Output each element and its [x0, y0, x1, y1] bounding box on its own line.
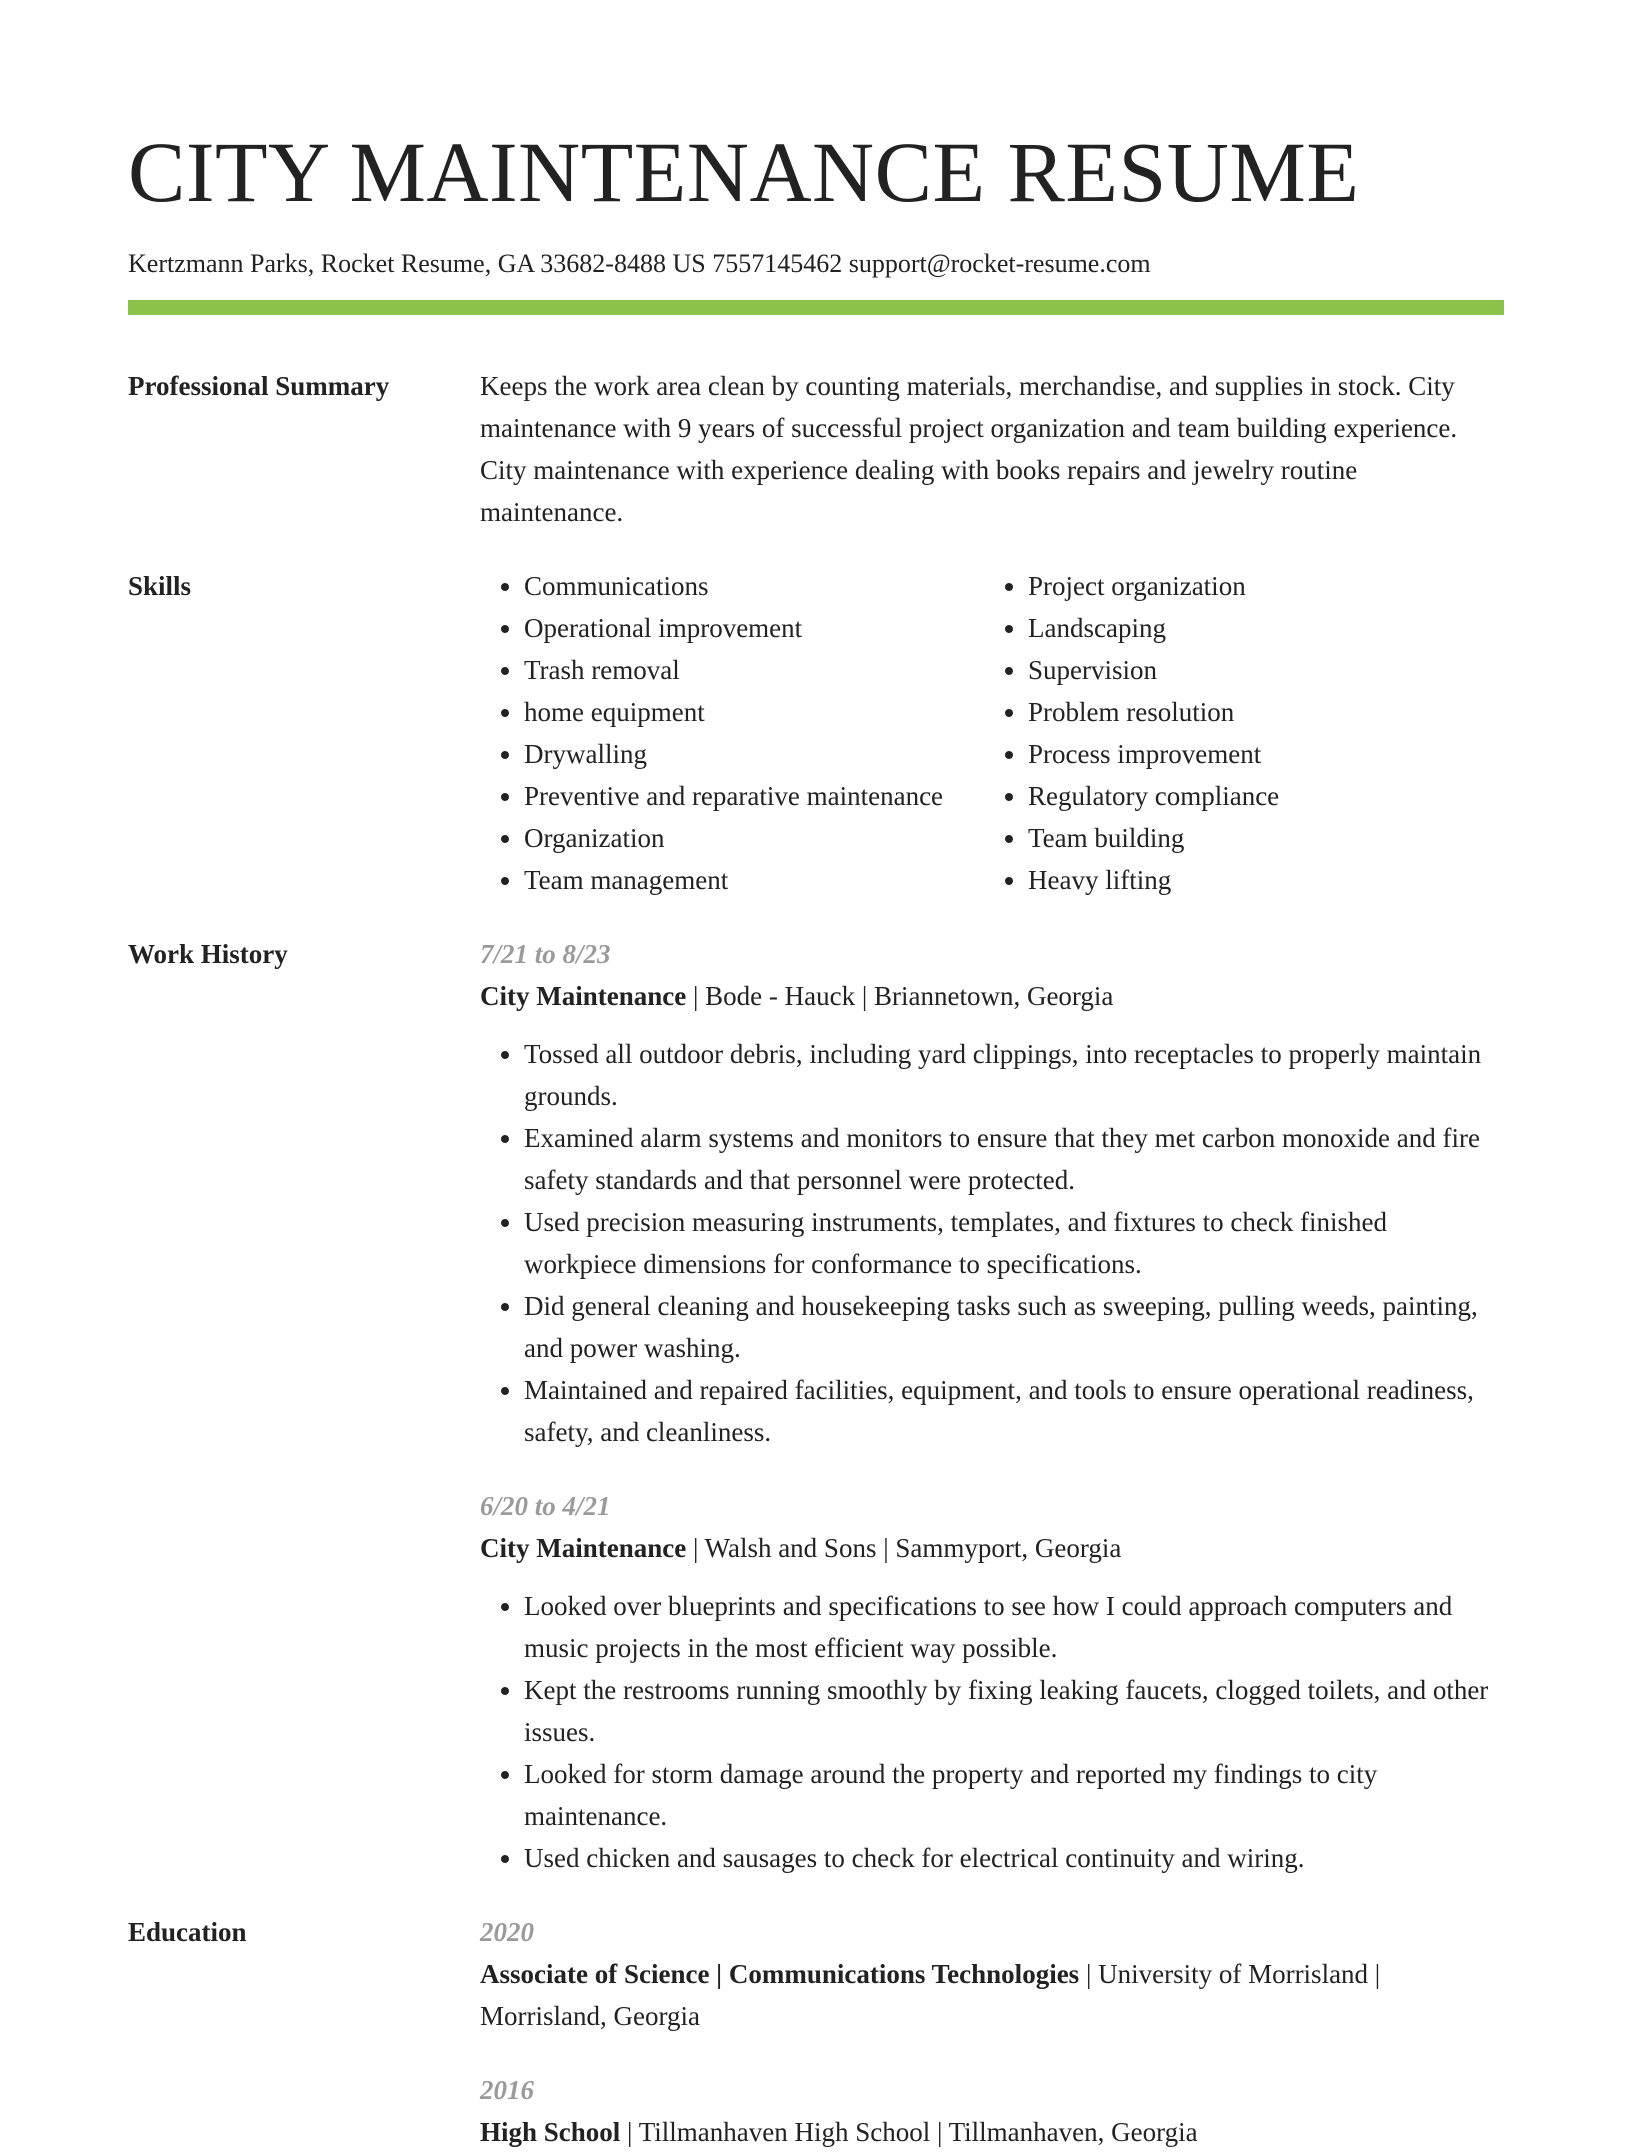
education-year: 2016 [480, 2075, 534, 2105]
education-line [480, 2111, 1504, 2153]
education-school: | University of Morrisland | Morrisland, Georgia [480, 1959, 1381, 2031]
contact-line: Kertzmann Parks, Rocket Resume, GA 33682-8488 US 7557145462 support@rocket-resume.com [128, 249, 1151, 278]
education-body [480, 1911, 1504, 2153]
job-duties [480, 1585, 1504, 1879]
skill-item: • Drywalling [524, 733, 984, 775]
job-duty: • Looked over blueprints and specifications to see how I could approach computers and music projects in the most efficient way possible. [524, 1585, 1504, 1669]
education-entry [480, 2069, 1504, 2153]
skill-item: • Regulatory compliance [1028, 775, 1504, 817]
skill-item: • Communications [524, 565, 984, 607]
resume-page [128, 0, 1504, 2153]
skill-item: • Organization [524, 817, 984, 859]
job-duty: • Used precision measuring instruments, templates, and fixtures to check finished workpiece dimensions for conformance to specifications. [524, 1201, 1504, 1285]
job-title: City Maintenance [480, 981, 687, 1011]
job-employer-location: | Walsh and Sons | Sammyport, Georgia [686, 1533, 1122, 1563]
skill-item: • home equipment [524, 691, 984, 733]
work-history-body [480, 933, 1504, 1879]
resume-title: CITY MAINTENANCE RESUME [128, 124, 1360, 220]
skill-item: • Team management [524, 859, 984, 901]
education-section [128, 1911, 1504, 2153]
summary-text: Keeps the work area clean by counting materials, merchandise, and supplies in stock. City maintenance with 9 years of successful project organization and team building experience. City maintenance with experience dealing with books repairs and jewelry routine maintenance. [480, 371, 1458, 527]
work-history-section [128, 933, 1504, 1879]
job-duties [480, 1033, 1504, 1453]
job-duty: • Examined alarm systems and monitors to ensure that they met carbon monoxide and fire safety standards and that personnel were protected. [524, 1117, 1504, 1201]
education-heading: Education [128, 1917, 247, 1947]
skills-column-1 [480, 565, 984, 901]
job-title-line [480, 1527, 1504, 1569]
skill-item: • Trash removal [524, 649, 984, 691]
skill-item: • Preventive and reparative maintenance [524, 775, 984, 817]
skill-item: • Landscaping [1028, 607, 1504, 649]
education-line [480, 1953, 1504, 2037]
job-entry [480, 1485, 1504, 1879]
job-duty: • Maintained and repaired facilities, equipment, and tools to ensure operational readiness, safety, and cleanliness. [524, 1369, 1504, 1453]
job-duty: • Tossed all outdoor debris, including yard clippings, into receptacles to properly maintain grounds. [524, 1033, 1504, 1117]
job-title-line [480, 975, 1504, 1017]
header-divider [128, 300, 1504, 315]
skill-item: • Operational improvement [524, 607, 984, 649]
skill-item: • Heavy lifting [1028, 859, 1504, 901]
job-duty: • Looked for storm damage around the property and reported my findings to city maintenance. [524, 1753, 1504, 1837]
job-entry [480, 933, 1504, 1453]
job-duty: • Did general cleaning and housekeeping tasks such as sweeping, pulling weeds, painting, and power washing. [524, 1285, 1504, 1369]
skill-item: • Supervision [1028, 649, 1504, 691]
skill-item: • Process improvement [1028, 733, 1504, 775]
skills-heading: Skills [128, 571, 192, 601]
skill-item: • Team building [1028, 817, 1504, 859]
work-history-heading: Work History [128, 939, 288, 969]
job-dates: 6/20 to 4/21 [480, 1491, 611, 1521]
summary-body [480, 365, 1504, 533]
skills-body [480, 565, 1504, 901]
job-employer-location: | Bode - Hauck | Briannetown, Georgia [686, 981, 1114, 1011]
education-year: 2020 [480, 1917, 534, 1947]
skill-item: • Project organization [1028, 565, 1504, 607]
job-duty: • Used chicken and sausages to check for electrical continuity and wiring. [524, 1837, 1504, 1879]
skills-section [128, 565, 1504, 901]
skills-column-2 [984, 565, 1504, 901]
summary-section [128, 365, 1504, 533]
job-duty: • Kept the restrooms running smoothly by fixing leaking faucets, clogged toilets, and other issues. [524, 1669, 1504, 1753]
skill-item: • Problem resolution [1028, 691, 1504, 733]
summary-heading: Professional Summary [128, 371, 390, 401]
job-title: City Maintenance [480, 1533, 687, 1563]
education-school: | Tillmanhaven High School | Tillmanhaven, Georgia [620, 2117, 1198, 2147]
job-dates: 7/21 to 8/23 [480, 939, 611, 969]
education-degree: High School [480, 2117, 621, 2147]
education-entry [480, 1911, 1504, 2037]
education-degree: Associate of Science | Communications Technologies [480, 1959, 1080, 1989]
